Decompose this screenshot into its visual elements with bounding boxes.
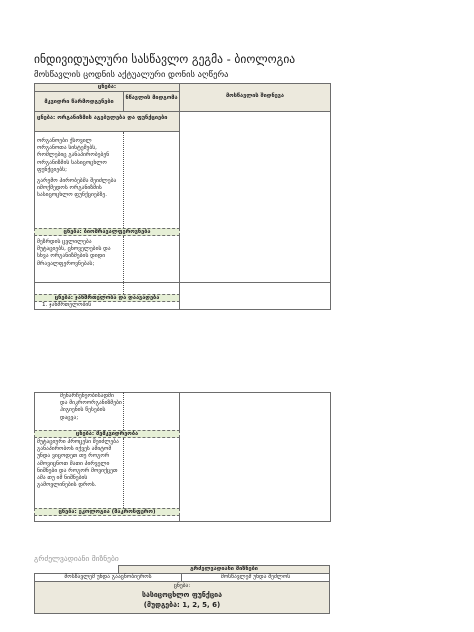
section-heredity-text: მუტაციური პროცესი შეიძლება განაპირობოს იქვეს ამიტომ უნდა ვიცოდეთ თუ როგორ ამოვიცნოთ მათი პირველი ნიშნები და როგორ მოვიქცეთ ამა თუ იმ ნიშნების გამოვლინების დროს.	[37, 439, 119, 489]
goals-concept-name: სასიცოცხლო ფუნქცია	[142, 591, 222, 599]
goals-header-label: გრძელვადიანი მიზნები	[190, 566, 258, 572]
page-title: ინდივიდუალური სასწავლო გეგმა - ბიოლოგია	[34, 52, 296, 66]
column-divider	[123, 132, 124, 228]
header-indicators-label: მკვიდრი წარმოდგენები	[44, 99, 114, 105]
section-heading-ecology-label: ცნება: ეკოლოგია (მაკროსფერო)	[58, 509, 156, 515]
table-left-frame-ext	[34, 283, 180, 310]
table-notes-frame	[179, 83, 331, 283]
goals-concept-standards: (მუდგება: 1, 2, 5, 6)	[143, 601, 221, 609]
table2-text-top: მენარჩენეობისადმი და მიკროორგანიზმები ჰიგიენის წესების დაცვა;	[60, 393, 122, 421]
table2-notes-frame	[179, 392, 331, 522]
section-heading-heredity-label: ცნება: მემკვიდრეობა	[75, 431, 139, 437]
column-divider	[123, 438, 124, 508]
header-learned-label: ნწავლის მიდგომა	[125, 95, 178, 101]
header-group-label: ცნება:	[97, 84, 117, 90]
long-term-goals-title: გრძელვადიანი მიზნები	[34, 554, 119, 563]
goals-col-left-label: მოსწავლემ უნდა გააცნობიეროს	[64, 574, 152, 580]
section-heading-anatomy-label: ცნება: ორგანიზმის აგებულება და ფუნქციები	[37, 115, 168, 121]
header-notes-label: მოსწავლის შიდნევა	[226, 93, 284, 99]
section-anatomy-text-a: ორგანოები ქსოვილ ორგანოთა სისტემებს, რომლებიც განაპირობებენ ორგანიზმის სასიცოცხლო ფუნქციებს;	[37, 138, 110, 173]
table-notes-frame-ext	[179, 283, 331, 310]
section-biodiversity-text: მეზრდის ცვლილება მუტაციებს, ცხოველების და სხვა ორგანიზმების დიდი მრავალფეროვნებას;	[37, 239, 111, 267]
section-heading-biodiversity-label: ცნება: ბიომრავალფეროვნება	[63, 229, 151, 235]
column-divider	[123, 392, 124, 430]
section-heading-health-label: ცნება: ჯანმრთელობა და დაავადება	[54, 295, 160, 301]
section-health-list-item: 1. ჯანმრთელობის	[42, 302, 92, 308]
section-anatomy-text-b: გარემო პირობებმა შეიძლება იმოქმედოს ორგანიზმის სასიცოცხლო ფუნქციებზე.	[37, 178, 117, 199]
goals-concept-label: ცნება:	[173, 583, 191, 589]
page-subtitle: მოსწავლის ცოდნის აქტუალური დონის აღწერა	[34, 70, 229, 80]
goals-col-right-label: მოსწავლემ უნდა შეძლოს	[220, 574, 291, 580]
